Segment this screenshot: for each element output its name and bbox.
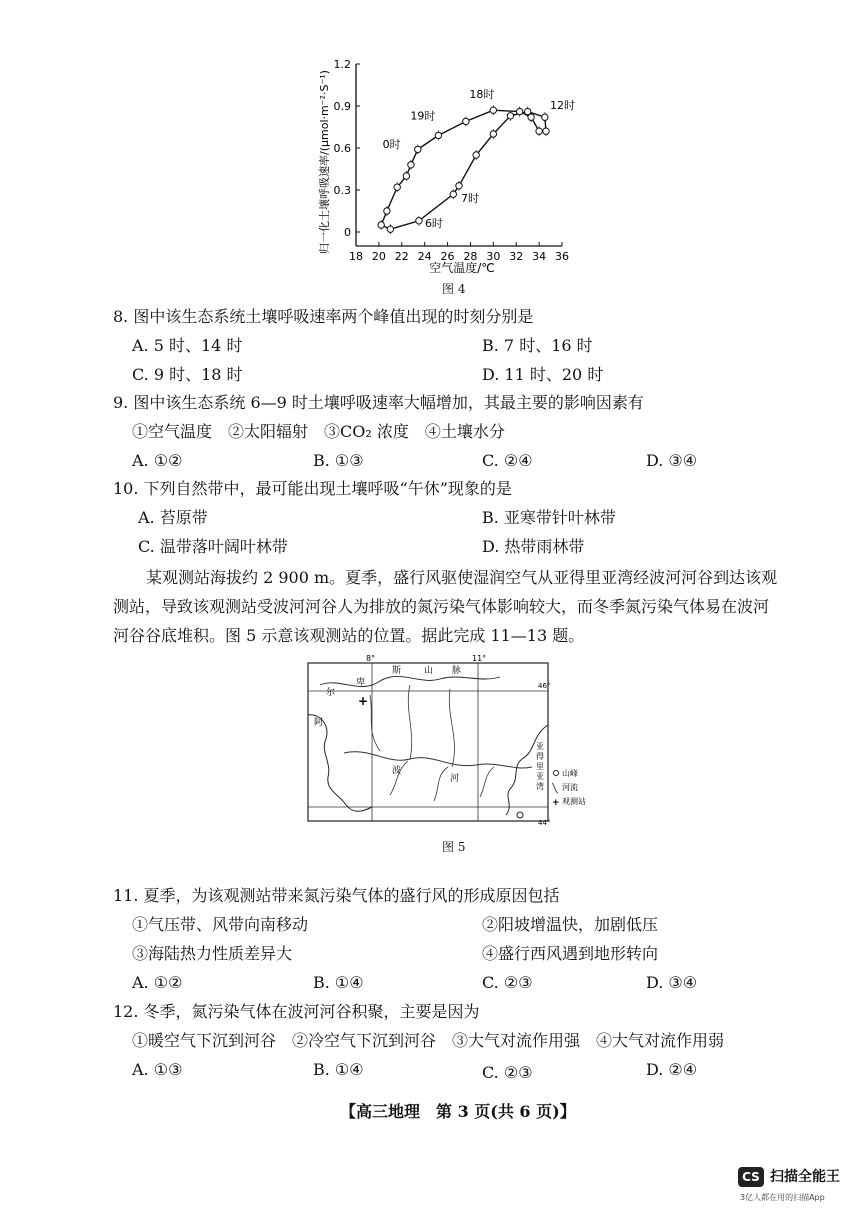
- q11-item-3: ③海陆热力性质差异大: [132, 944, 293, 963]
- map-station-marker-icon: +: [358, 694, 369, 708]
- q10-option-c: C. 温带落叶阔叶林带: [138, 537, 288, 556]
- legend-station-icon: +: [552, 798, 560, 808]
- data-point: [387, 226, 393, 232]
- map-lon-label-1: 8°: [366, 655, 376, 663]
- figure4-ylabel: 归一化土壤呼吸速率/(μmol·m⁻²·S⁻¹): [318, 70, 331, 254]
- map-lat-label-1: 46°: [538, 682, 551, 690]
- map-label-char: 脉: [452, 666, 462, 676]
- map-label-char: 卑: [356, 678, 366, 688]
- data-point: [435, 132, 441, 138]
- figure5-caption: 图 5: [442, 840, 466, 854]
- legend-peak-label: 山峰: [562, 769, 578, 778]
- data-point: [473, 152, 479, 158]
- scanner-logo-icon: CS: [738, 1167, 764, 1187]
- figure4-caption: 图 4: [442, 282, 466, 296]
- data-point: [490, 131, 496, 137]
- scanner-app-tagline: 3亿人都在用的扫描App: [740, 1193, 825, 1202]
- x-tick-label: 20: [371, 250, 386, 263]
- map-label-char: 里: [536, 762, 544, 771]
- q8-option-d: D. 11 时、20 时: [482, 365, 604, 384]
- passage-line-2: 测站，导致该观测站受波河河谷人为排放的氮污染气体影响较大，而冬季氮污染气体易在波河: [113, 597, 770, 616]
- figure5-map: [300, 655, 600, 830]
- figure4-annotations: [383, 87, 575, 230]
- figure4-series: [378, 105, 549, 234]
- x-tick-label: 28: [463, 250, 478, 263]
- q8-option-c: C. 9 时、18 时: [132, 365, 243, 384]
- q10-option-a: A. 苔原带: [138, 508, 208, 527]
- q8-option-a: A. 5 时、14 时: [132, 336, 243, 355]
- x-tick-label: 32: [509, 250, 524, 263]
- q12-items: ①暖空气下沉到河谷 ②冷空气下沉到河谷 ③大气对流作用强 ④大气对流作用弱: [132, 1031, 725, 1050]
- data-point: [536, 128, 542, 134]
- passage-line-1: 某观测站海拔约 2 900 m。夏季，盛行风驱使湿润空气从亚得里亚湾经波河河谷到达该观: [146, 568, 778, 587]
- annotation-label: 6时: [424, 216, 443, 230]
- q9-option-c: C. ②④: [482, 451, 533, 470]
- data-point: [450, 191, 456, 197]
- x-tick-label: 26: [440, 250, 455, 263]
- legend-peak-icon: [554, 771, 559, 776]
- data-point: [394, 184, 400, 190]
- map-lat-label-2: 44°: [538, 819, 551, 827]
- annotation-label: 7时: [461, 191, 479, 205]
- q10-stem: 10. 下列自然带中，最可能出现土壤呼吸“午休”现象的是: [113, 479, 512, 498]
- passage-line-3: 河谷谷底堆积。图 5 示意该观测站的位置。据此完成 11—13 题。: [113, 626, 585, 645]
- annotation-label: 12时: [549, 99, 575, 113]
- data-point: [403, 173, 409, 179]
- map-label-char: 河: [450, 774, 460, 784]
- q11-option-d: D. ③④: [646, 973, 698, 992]
- annotation-label: 19时: [410, 109, 436, 123]
- data-point: [408, 162, 414, 168]
- figure4-chart: [300, 50, 590, 290]
- map-river-tributary-6: [480, 767, 494, 797]
- x-tick-label: 24: [417, 250, 432, 263]
- q8-option-b: B. 7 时、16 时: [482, 336, 593, 355]
- map-label-char: 斯: [392, 666, 402, 676]
- q11-option-b: B. ①④: [313, 973, 364, 992]
- q11-item-2: ②阳坡增温快，加剧低压: [482, 915, 659, 934]
- figure4-xlabel: 空气温度/℃: [429, 261, 495, 275]
- data-point: [416, 218, 422, 224]
- map-river-tributary-1: [370, 695, 380, 751]
- figure4-ticks: [334, 58, 570, 263]
- page-footer: 【高三地理 第 3 页(共 6 页)】: [340, 1102, 576, 1121]
- map-label-char: 亚: [536, 772, 544, 781]
- q12-stem: 12. 冬季，氮污染气体在波河河谷积聚，主要是因为: [113, 1002, 480, 1021]
- map-label-char: 波: [392, 766, 402, 776]
- map-river-tributary-3: [449, 689, 454, 767]
- map-label-char: 湾: [536, 782, 544, 791]
- data-point: [507, 113, 513, 119]
- data-point: [378, 222, 384, 228]
- annotation-label: 0时: [382, 138, 401, 151]
- map-label-char: 得: [536, 752, 544, 761]
- y-tick-label: 1.2: [333, 58, 351, 71]
- map-river-tributary-5: [434, 767, 448, 801]
- q9-option-b: B. ①③: [313, 451, 364, 470]
- q12-option-c: C. ②③: [482, 1063, 533, 1082]
- map-peak-marker-icon: [517, 812, 523, 818]
- q11-option-a: A. ①②: [132, 973, 183, 992]
- data-point: [415, 146, 421, 152]
- x-tick-label: 34: [532, 250, 547, 263]
- q11-item-1: ①气压带、风带向南移动: [132, 915, 309, 934]
- map-label-char: 山: [424, 666, 434, 676]
- map-label-char: 亚: [536, 742, 544, 751]
- data-point: [384, 208, 390, 214]
- map-lon-label-2: 11°: [472, 655, 487, 663]
- data-point: [516, 108, 522, 114]
- q8-stem: 8. 图中该生态系统土壤呼吸速率两个峰值出现的时刻分别是: [113, 307, 534, 326]
- data-point: [542, 114, 548, 120]
- data-point: [528, 114, 534, 120]
- x-tick-label: 36: [555, 250, 569, 263]
- legend-station-label: 观测站: [562, 797, 586, 806]
- x-tick-label: 18: [349, 250, 363, 263]
- q12-option-b: B. ①④: [313, 1060, 364, 1079]
- scanner-app-name: 扫描全能王: [770, 1169, 840, 1185]
- figure4-axes: [356, 64, 562, 246]
- map-coastline: [308, 715, 372, 811]
- data-point: [456, 183, 462, 189]
- q12-option-d: D. ②④: [646, 1060, 698, 1079]
- q9-stem: 9. 图中该生态系统 6—9 时土壤呼吸速率大幅增加，其最主要的影响因素有: [113, 393, 644, 412]
- q11-stem: 11. 夏季，为该观测站带来氮污染气体的盛行风的形成原因包括: [113, 886, 560, 905]
- x-tick-label: 22: [394, 250, 409, 263]
- y-tick-label: 0.6: [333, 142, 351, 155]
- q10-option-b: B. 亚寒带针叶林带: [482, 508, 616, 527]
- q9-items: ①空气温度 ②太阳辐射 ③CO₂ 浓度 ④土壤水分: [132, 422, 505, 441]
- q9-option-a: A. ①②: [132, 451, 183, 470]
- q11-item-4: ④盛行西风遇到地形转向: [482, 944, 659, 963]
- x-tick-label: 30: [486, 250, 501, 263]
- data-point: [463, 118, 469, 124]
- q10-option-d: D. 热带雨林带: [482, 537, 585, 556]
- map-label-char: 阿: [314, 718, 324, 728]
- legend-river-label: 河流: [562, 783, 578, 792]
- y-tick-label: 0: [344, 226, 351, 239]
- annotation-label: 18时: [469, 88, 495, 102]
- legend-river-icon: [552, 783, 558, 793]
- q9-option-d: D. ③④: [646, 451, 698, 470]
- y-tick-label: 0.3: [333, 184, 351, 197]
- data-point: [543, 128, 549, 134]
- data-point: [490, 107, 496, 113]
- q12-option-a: A. ①③: [132, 1060, 183, 1079]
- q11-option-c: C. ②③: [482, 973, 533, 992]
- y-tick-label: 0.9: [333, 100, 351, 113]
- map-label-char: 尔: [326, 688, 336, 698]
- series-line: [381, 110, 546, 229]
- map-river-tributary-2: [408, 685, 411, 759]
- map-frame: [308, 663, 551, 821]
